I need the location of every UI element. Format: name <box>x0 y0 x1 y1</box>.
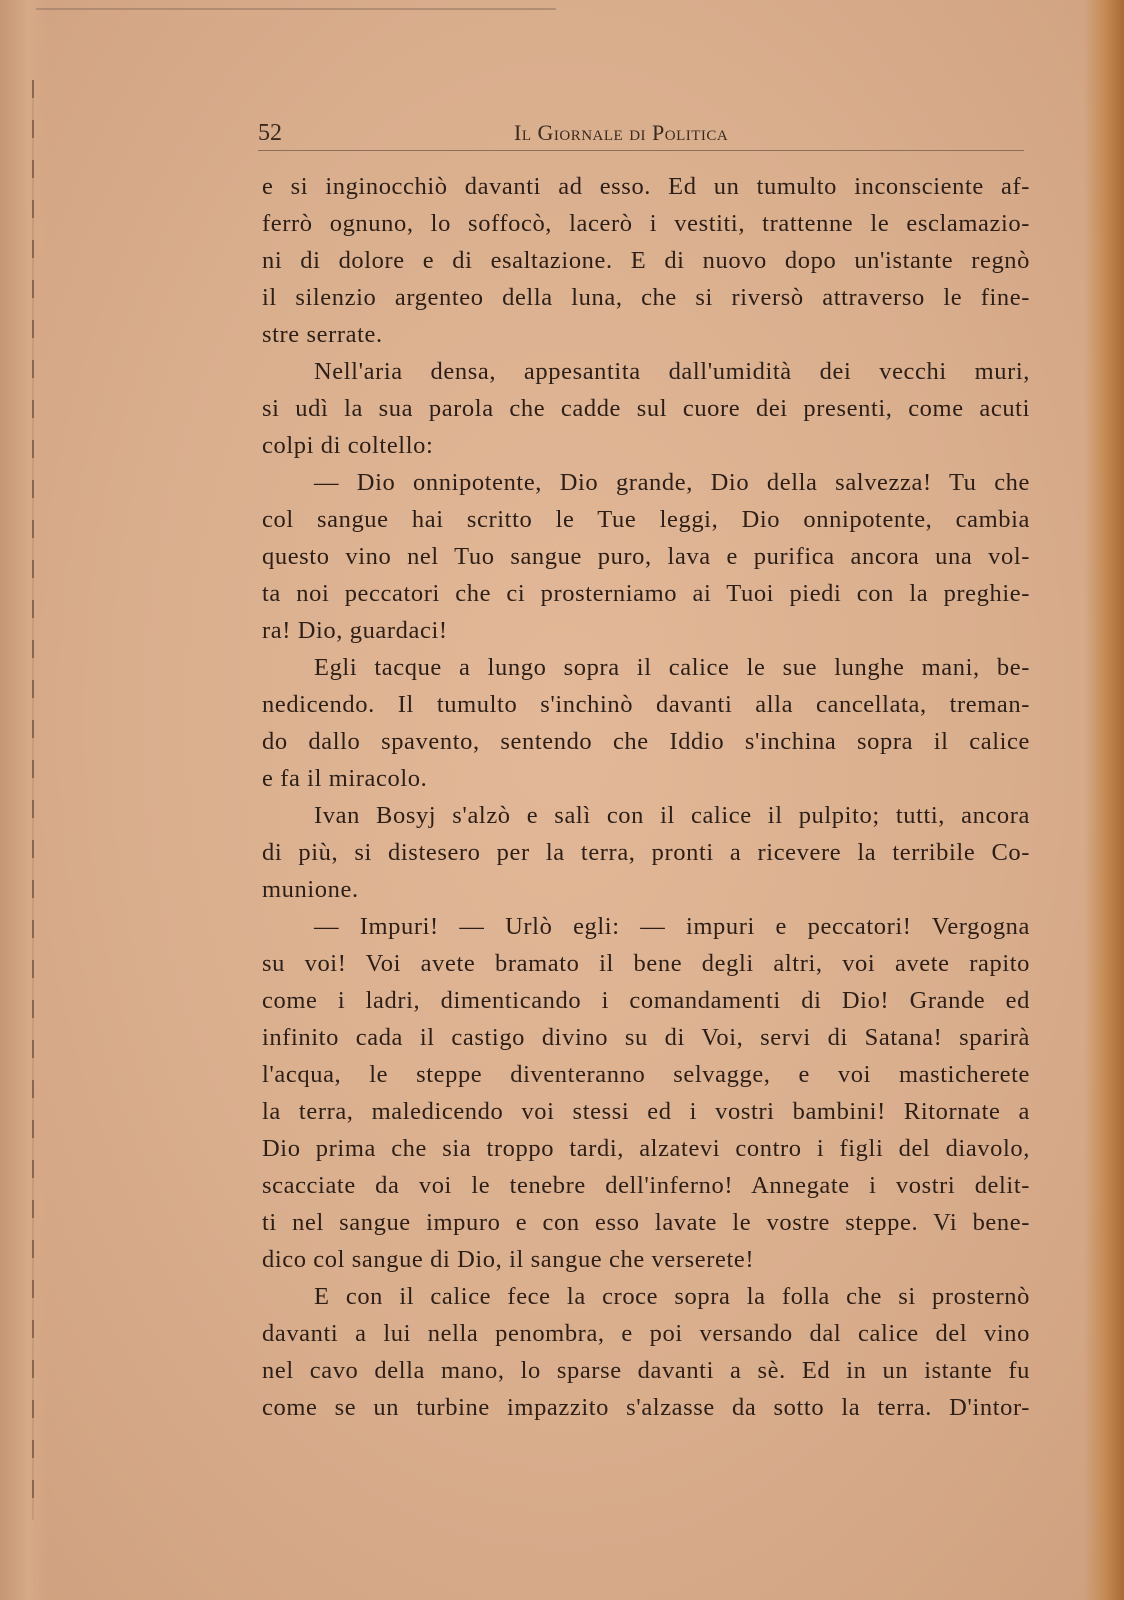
page-number: 52 <box>258 120 282 146</box>
text-line: do dallo spavento, sentendo che Iddio s'inchina sopra il calice <box>262 728 1030 755</box>
text-line: colpi di coltello: <box>262 432 434 459</box>
text-line: Egli tacque a lungo sopra il calice le sue lunghe mani, be- <box>314 654 1030 681</box>
text-line: — Dio onnipotente, Dio grande, Dio della salvezza! Tu che <box>314 469 1030 496</box>
text-line: e si inginocchiò davanti ad esso. Ed un tumulto inconsciente af- <box>262 173 1030 200</box>
text-line: il silenzio argenteo della luna, che si riversò attraverso le fine- <box>262 284 1030 311</box>
text-line: come i ladri, dimenticando i comandamenti di Dio! Grande ed <box>262 987 1030 1014</box>
text-line: infinito cada il castigo divino su di Voi, servi di Satana! sparirà <box>262 1024 1030 1051</box>
running-head <box>258 116 1024 150</box>
text-line: Nell'aria densa, appesantita dall'umidità dei vecchi muri, <box>314 358 1030 385</box>
header-rule <box>258 150 1024 151</box>
text-line: la terra, maledicendo voi stessi ed i vostri bambini! Ritornate a <box>262 1098 1030 1125</box>
text-line: nedicendo. Il tumulto s'inchinò davanti alla cancellata, treman- <box>262 691 1030 718</box>
text-line: ferrò ognuno, lo soffocò, lacerò i vestiti, trattenne le esclamazio- <box>262 210 1030 237</box>
text-line: col sangue hai scritto le Tue leggi, Dio onnipotente, cambia <box>262 506 1030 533</box>
text-line: ta noi peccatori che ci prosterniamo ai Tuoi piedi con la preghie- <box>262 580 1030 607</box>
text-line: munione. <box>262 876 359 903</box>
text-line: dico col sangue di Dio, il sangue che verserete! <box>262 1246 755 1273</box>
page-right-edge <box>1084 0 1124 1600</box>
text-line: ra! Dio, guardaci! <box>262 617 448 644</box>
journal-title: Il Giornale di Politica <box>514 120 729 145</box>
text-line: — Impuri! — Urlò egli: — impuri e peccatori! Vergogna <box>314 913 1030 940</box>
text-line: stre serrate. <box>262 321 383 348</box>
body-text <box>262 168 1030 1426</box>
text-line: e fa il miracolo. <box>262 765 428 792</box>
text-line: l'acqua, le steppe diventeranno selvagge, e voi masticherete <box>262 1061 1030 1088</box>
text-line: E con il calice fece la croce sopra la folla che si prosternò <box>314 1283 1030 1310</box>
text-line: come se un turbine impazzito s'alzasse da sotto la terra. D'intor- <box>262 1394 1030 1421</box>
text-line: nel cavo della mano, lo sparse davanti a sè. Ed in un istante fu <box>262 1357 1030 1384</box>
page-left-edge <box>0 0 48 1600</box>
text-line: scacciate da voi le tenebre dell'inferno! Annegate i vostri delit- <box>262 1172 1030 1199</box>
top-edge-rule <box>36 8 556 10</box>
text-line: davanti a lui nella penombra, e poi versando dal calice del vino <box>262 1320 1030 1347</box>
text-line: su voi! Voi avete bramato il bene degli altri, voi avete rapito <box>262 950 1030 977</box>
text-line: si udì la sua parola che cadde sul cuore dei presenti, come acuti <box>262 395 1030 422</box>
text-line: Ivan Bosyj s'alzò e salì con il calice il pulpito; tutti, ancora <box>314 802 1030 829</box>
text-line: di più, si distesero per la terra, pronti a ricevere la terribile Co- <box>262 839 1030 866</box>
text-line: ti nel sangue impuro e con esso lavate le vostre steppe. Vi bene- <box>262 1209 1030 1236</box>
text-line: questo vino nel Tuo sangue puro, lava e purifica ancora una vol- <box>262 543 1030 570</box>
text-line: Dio prima che sia troppo tardi, alzatevi contro i figli del diavolo, <box>262 1135 1030 1162</box>
binding-stitch-line <box>32 80 34 1520</box>
text-line: ni di dolore e di esaltazione. E di nuovo dopo un'istante regnò <box>262 247 1030 274</box>
